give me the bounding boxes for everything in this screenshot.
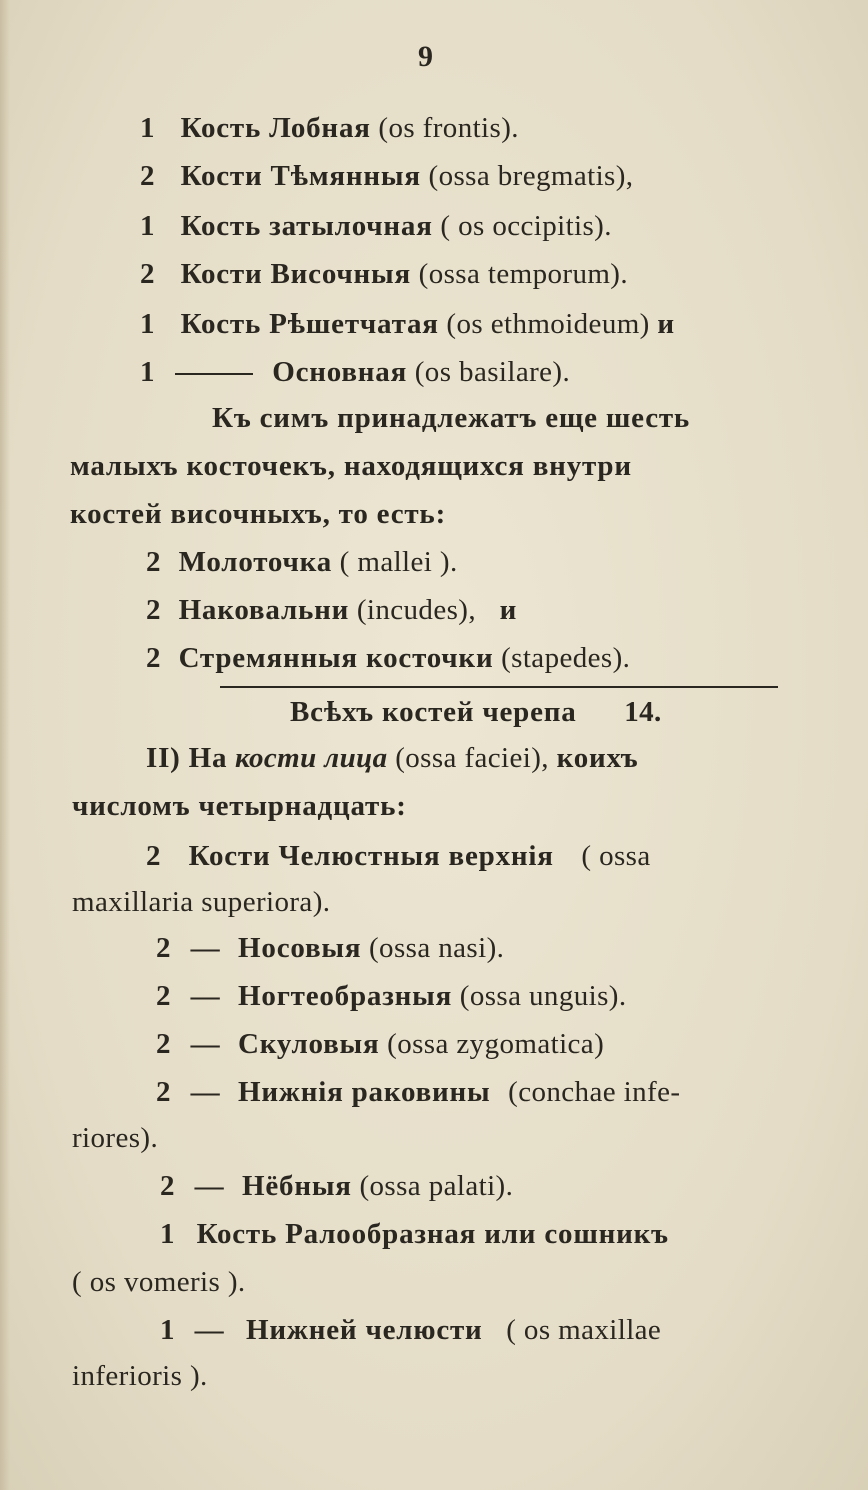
- horizontal-rule: [220, 686, 778, 688]
- bone-line-frontal: 1 Кость Лобная (os frontis).: [140, 112, 519, 144]
- face-bone-line: 2 — Нёбныя (ossa palati).: [160, 1170, 514, 1202]
- total-line: Всѣхъ костей черепа 14.: [290, 696, 662, 728]
- paragraph-line: костей височныхъ, то есть:: [70, 498, 447, 530]
- paragraph-line: малыхъ косточекъ, находящихся внутри: [70, 450, 632, 482]
- face-bone-line: 2 — Ногтеобразныя (ossa unguis).: [156, 980, 627, 1012]
- bone-line-ethmoid: 1 Кость Рѣшетчатая (os ethmoideum) и: [140, 308, 675, 340]
- face-bone-line: 2 — Скуловыя (ossa zygomatica): [156, 1028, 605, 1060]
- face-bone-line: 2 — Носовыя (ossa nasi).: [156, 932, 505, 964]
- ditto-dash: [175, 373, 253, 375]
- small-bone-line: 2 Стремянныя косточки (stapedes).: [146, 642, 631, 674]
- face-bone-cont: inferioris ).: [72, 1360, 208, 1392]
- page-edge-shadow: [0, 0, 10, 1490]
- face-bone-cont: riores).: [72, 1122, 159, 1154]
- section-heading: II) На кости лица (ossa faciei), коихъ: [146, 742, 639, 774]
- face-bone-cont: ( os vomeris ).: [72, 1266, 246, 1298]
- bone-line-occipital: 1 Кость затылочная ( os occipitis).: [140, 210, 612, 242]
- face-bone-line: 1 Кость Ралообразная или сошникъ: [160, 1218, 669, 1250]
- face-bone-cont: maxillaria superiora).: [72, 886, 331, 918]
- bone-line-basilar: 1 Основная (os basilare).: [140, 356, 571, 388]
- section-heading-cont: числомъ четырнадцать:: [72, 790, 407, 822]
- small-bone-line: 2 Молоточка ( mallei ).: [146, 546, 458, 578]
- face-bone-line: 2 Кости Челюстныя верхнія ( ossa: [146, 840, 651, 872]
- small-bone-line: 2 Наковальни (incudes), и: [146, 594, 518, 626]
- bone-line-parietal: 2 Кости Тѣмянныя (ossa bregmatis),: [140, 160, 634, 192]
- face-bone-line: 2 — Нижнія раковины (conchae infe-: [156, 1076, 681, 1108]
- bone-line-temporal: 2 Кости Височныя (ossa temporum).: [140, 258, 629, 290]
- face-bone-line: 1 — Нижней челюсти ( os maxillae: [160, 1314, 662, 1346]
- paragraph-line: Къ симъ принадлежатъ еще шесть: [212, 402, 691, 434]
- page-number: 9: [418, 40, 433, 73]
